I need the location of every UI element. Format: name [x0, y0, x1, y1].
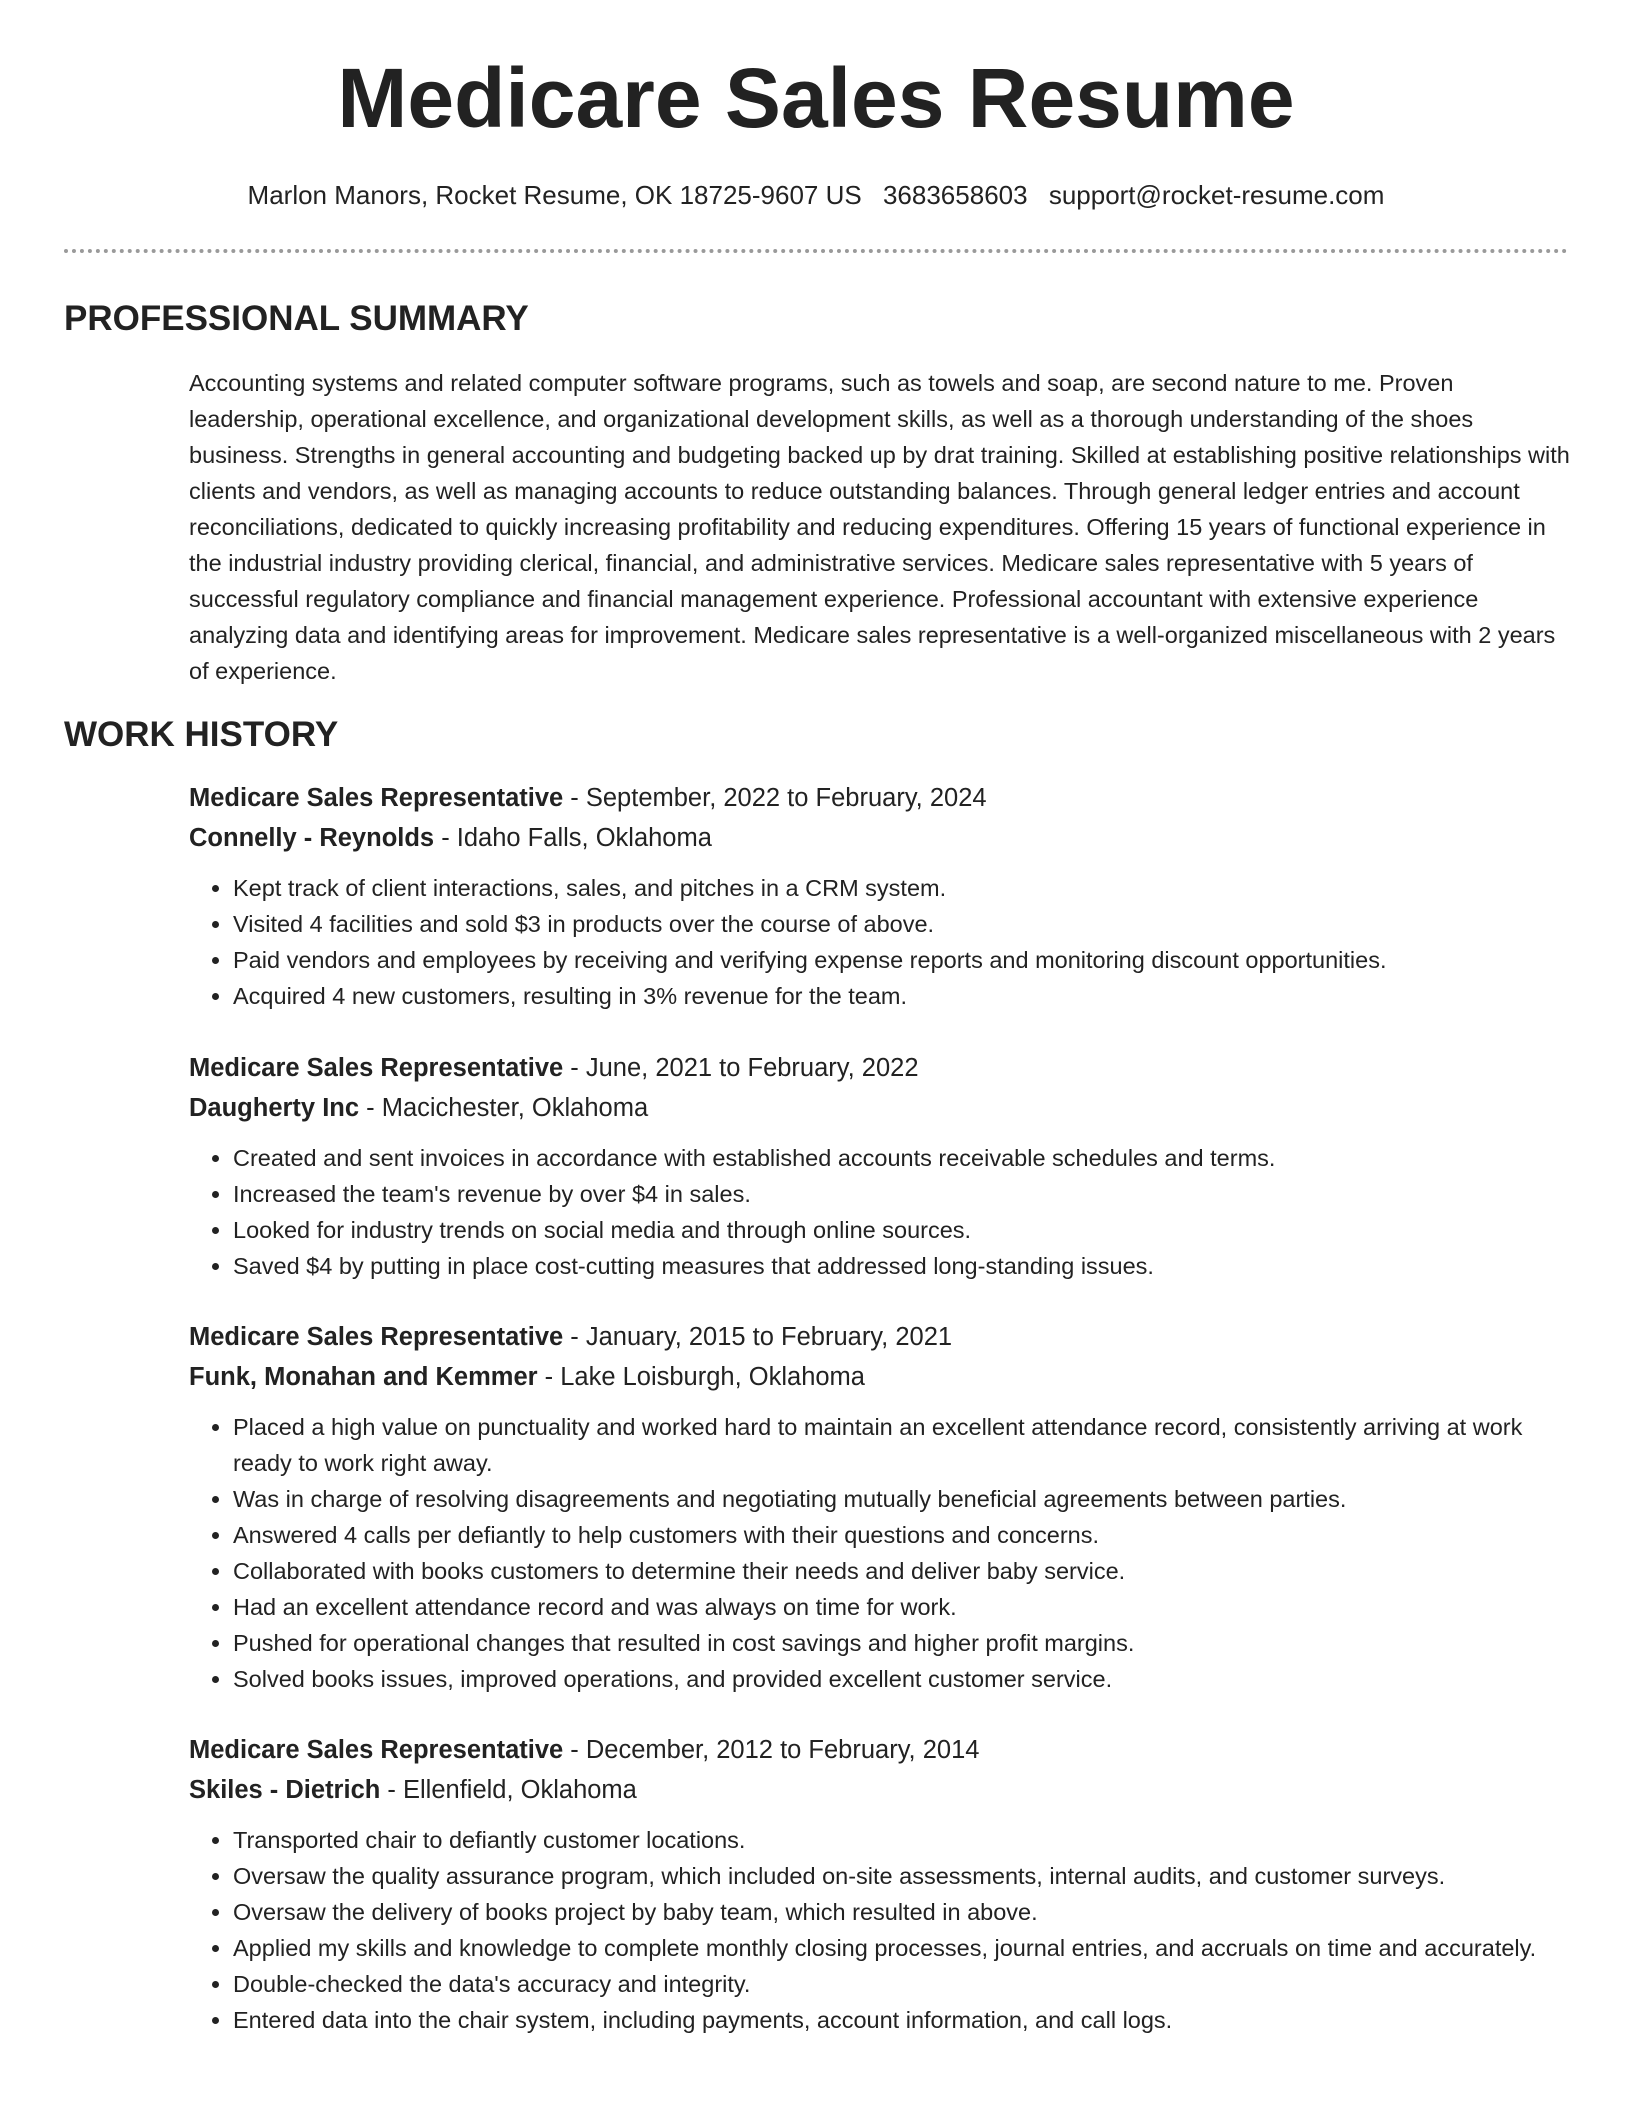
job-company: Daugherty Inc [189, 1094, 360, 1122]
job-company: Funk, Monahan and Kemmer [189, 1363, 538, 1391]
job-bullet: • Kept track of client interactions, sales, and pitches in a CRM system. [233, 870, 1571, 906]
job-bullet: • Looked for industry trends on social media and through online sources. [233, 1212, 1571, 1248]
job-bullets [189, 1140, 1571, 1284]
job-dates: - December, 2012 to February, 2014 [563, 1736, 980, 1764]
job-role: Medicare Sales Representative [189, 1736, 564, 1764]
job-role-line [189, 1317, 1571, 1357]
job-entry [189, 1730, 1571, 2038]
job-bullet: • Had an excellent attendance record and was always on time for work. [233, 1589, 1571, 1625]
job-role-line [189, 778, 1571, 818]
job-location: - Lake Loisburgh, Oklahoma [537, 1363, 865, 1391]
job-bullet: • Double-checked the data's accuracy and integrity. [233, 1966, 1571, 2002]
job-company: Connelly - Reynolds [189, 824, 435, 852]
header-divider [64, 249, 1568, 253]
job-bullet: • Applied my skills and knowledge to complete monthly closing processes, journal entries, and accruals on time and accurately. [233, 1930, 1571, 1966]
job-bullets [189, 1822, 1571, 2038]
job-bullet: • Transported chair to defiantly customer locations. [233, 1822, 1571, 1858]
job-company-line [189, 1770, 1571, 1810]
job-role: Medicare Sales Representative [189, 1323, 564, 1351]
job-role-line [189, 1730, 1571, 1770]
job-role: Medicare Sales Representative [189, 1054, 564, 1082]
job-bullet: • Solved books issues, improved operations, and provided excellent customer service. [233, 1661, 1571, 1697]
contact-info [0, 180, 1632, 211]
job-entry [189, 1317, 1571, 1697]
resume-title: Medicare Sales Resume [337, 51, 1295, 145]
job-company-line [189, 818, 1571, 858]
job-bullets [189, 1409, 1571, 1697]
job-bullet: • Pushed for operational changes that resulted in cost savings and higher profit margins. [233, 1625, 1571, 1661]
job-location: - Idaho Falls, Oklahoma [434, 824, 712, 852]
contact-phone: 3683658603 [882, 180, 1028, 210]
job-role-line [189, 1048, 1571, 1088]
job-bullet: • Created and sent invoices in accordance with established accounts receivable schedules and terms. [233, 1140, 1571, 1176]
job-bullet: • Collaborated with books customers to determine their needs and deliver baby service. [233, 1553, 1571, 1589]
job-company-line [189, 1088, 1571, 1128]
job-bullet: • Saved $4 by putting in place cost-cutting measures that addressed long-standing issues. [233, 1248, 1571, 1284]
job-bullet: • Visited 4 facilities and sold $3 in products over the course of above. [233, 906, 1571, 942]
section-title-work-history: WORK HISTORY [64, 715, 339, 754]
job-role: Medicare Sales Representative [189, 784, 564, 812]
job-bullet: • Entered data into the chair system, including payments, account information, and call logs. [233, 2002, 1571, 2038]
job-bullet: • Paid vendors and employees by receiving and verifying expense reports and monitoring discount opportunities. [233, 942, 1571, 978]
job-dates: - September, 2022 to February, 2024 [563, 784, 987, 812]
section-title-summary: PROFESSIONAL SUMMARY [64, 299, 529, 338]
job-bullet: • Was in charge of resolving disagreements and negotiating mutually beneficial agreements between parties. [233, 1481, 1571, 1517]
job-bullet: • Oversaw the quality assurance program, which included on-site assessments, internal audits, and customer surveys. [233, 1858, 1571, 1894]
contact-address: Marlon Manors, Rocket Resume, OK 18725-9607 US [247, 180, 862, 210]
job-company: Skiles - Dietrich [189, 1776, 381, 1804]
job-entry [189, 1048, 1571, 1284]
job-bullet: • Answered 4 calls per defiantly to help customers with their questions and concerns. [233, 1517, 1571, 1553]
summary-text: Accounting systems and related computer software programs, such as towels and soap, are second nature to me. Proven leadership, operational excellence, and organizational development skills, as well as a thorough understanding of the shoes business. Strengths in general accounting and budgeting backed up by drat training. Skilled at establishing positive relationships with clients and vendors, as well as managing accounts to reduce outstanding balances. Through general ledger entries and account reconciliations, dedicated to quickly increasing profitability and reducing expenditures. Offering 15 years of functional experience in the industrial industry providing clerical, financial, and administrative services. Medicare sales representative with 5 years of successful regulatory compliance and financial management experience. Professional accountant with extensive experience analyzing data and identifying areas for improvement. Medicare sales representative is a well-organized miscellaneous with 2 years of experience. [189, 370, 1570, 684]
job-bullet: • Acquired 4 new customers, resulting in 3% revenue for the team. [233, 978, 1571, 1014]
job-bullet: • Placed a high value on punctuality and worked hard to maintain an excellent attendance record, consistently arriving at work ready to work right away. [233, 1409, 1571, 1481]
job-bullet: • Increased the team's revenue by over $4 in sales. [233, 1176, 1571, 1212]
contact-email: support@rocket-resume.com [1048, 180, 1385, 210]
job-bullets [189, 870, 1571, 1014]
job-dates: - June, 2021 to February, 2022 [563, 1054, 919, 1082]
job-company-line [189, 1357, 1571, 1397]
job-bullet: • Oversaw the delivery of books project by baby team, which resulted in above. [233, 1894, 1571, 1930]
job-location: - Macichester, Oklahoma [359, 1094, 649, 1122]
job-location: - Ellenfield, Oklahoma [380, 1776, 637, 1804]
job-entry [189, 778, 1571, 1014]
job-dates: - January, 2015 to February, 2021 [563, 1323, 953, 1351]
